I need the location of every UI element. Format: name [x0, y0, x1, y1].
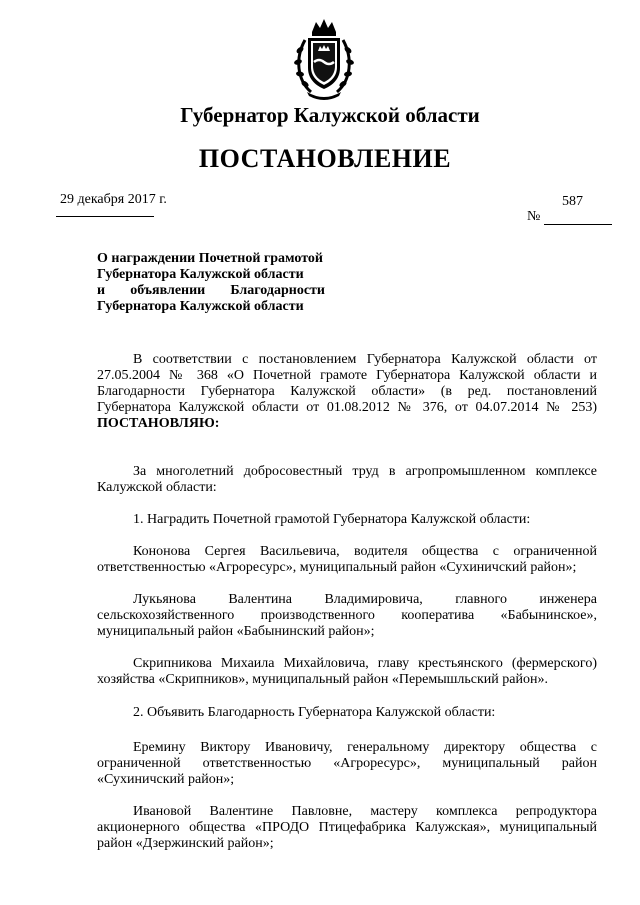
intro-paragraph: За многолетний добросовестный труд в агропромышленном комплексе Калужской области:: [97, 464, 597, 495]
issuing-authority: Губернатор Калужской области: [180, 103, 480, 127]
item-1-heading: 1. Наградить Почетной грамотой Губернатора Калужской области:: [133, 512, 531, 527]
coat-of-arms-icon: [291, 18, 357, 100]
subject-line: О награждении Почетной грамотой: [97, 251, 323, 266]
document-date: 29 декабря 2017 г.: [60, 192, 167, 207]
subject-line: Губернатора Калужской области: [97, 267, 304, 282]
number-label: №: [527, 209, 541, 224]
thanks-recipient-2: Ивановой Валентине Павловне, мастеру комплекса репродуктора акционерного общества «ПРОДО Птицефабрика Калужская», муниципальный район «Дзержинский район»;: [97, 804, 597, 851]
preamble-text: В соответствии с постановлением Губернатора Калужской области от 27.05.2004 № 368 «О Почетной грамоте Губернатора Калужской области и Благодарности Губернатора Калужской области» (в ред. постановлений Губернатора Калужской области от 01.08.2012 № 376, от 04.07.2014 № 253): [97, 352, 597, 415]
award-recipient-2: Лукьянова Валентина Владимировича, главного инженера сельскохозяйственного производственного кооператива «Бабынинское», муниципальный район «Бабынинский район»;: [97, 592, 597, 639]
subject-line: и объявлении Благодарности: [97, 283, 325, 298]
award-recipient-1: Кононова Сергея Васильевича, водителя общества с ограниченной ответственностью «Агроресурс», муниципальный район «Сухиничский район»;: [97, 544, 597, 575]
document-type-title: ПОСТАНОВЛЕНИЕ: [198, 144, 452, 173]
document-number: 587: [562, 194, 583, 209]
award-recipient-3: Скрипникова Михаила Михайловича, главу крестьянского (фермерского) хозяйства «Скрипников», муниципальный район «Перемышльский район».: [97, 656, 597, 687]
item-2-heading: 2. Объявить Благодарность Губернатора Калужской области:: [133, 705, 496, 720]
decree-word: ПОСТАНОВЛЯЮ:: [97, 416, 220, 431]
date-underline: [56, 216, 154, 217]
number-underline: [544, 224, 612, 225]
preamble-paragraph: [97, 352, 597, 432]
document-subject: [97, 251, 325, 315]
subject-line: Губернатора Калужской области: [97, 299, 304, 314]
thanks-recipient-1: Еремину Виктору Ивановичу, генеральному директору общества с ограниченной ответственностью «Агроресурс», муниципальный район «Сухиничский район»;: [97, 740, 597, 787]
